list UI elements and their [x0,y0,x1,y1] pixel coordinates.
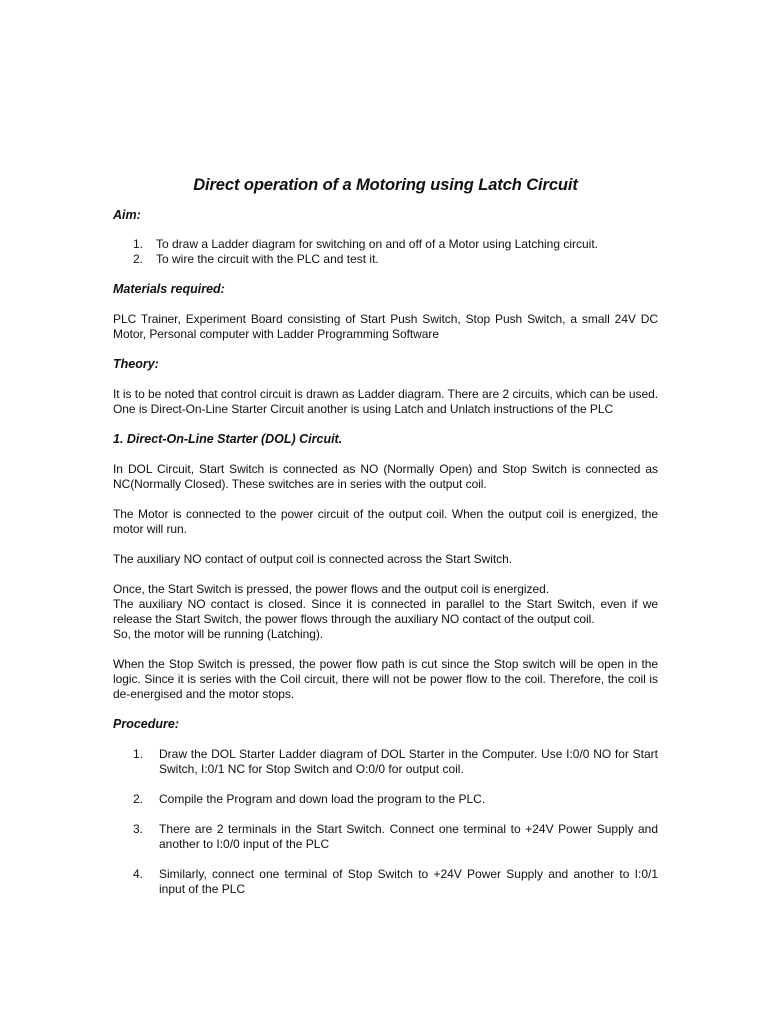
procedure-item-text: Compile the Program and down load the program to the PLC. [159,792,486,806]
aim-heading: Aim: [113,208,141,222]
procedure-item-number: 4. [133,867,144,881]
materials-heading: Materials required: [113,282,225,296]
procedure-item-text: Similarly, connect one terminal of Stop Switch to +24V Power Supply and another to I:0/1 input of the PLC [159,867,658,896]
procedure-heading: Procedure: [113,717,179,731]
aim-item-1 [113,237,658,252]
procedure-item-text: There are 2 terminals in the Start Switch. Connect one terminal to +24V Power Supply and another to I:0/0 input of the PLC [159,822,658,851]
procedure-item-4 [113,867,658,897]
procedure-item-number: 2. [133,792,144,806]
procedure-item-3 [113,822,658,852]
document-content [113,176,658,912]
procedure-item-2 [113,792,658,807]
document-title: Direct operation of a Motoring using Latch Circuit [193,176,578,194]
theory-paragraph-4c: So, the motor will be running (Latching). [113,627,324,641]
aim-item-2 [113,252,658,267]
aim-item-text: To wire the circuit with the PLC and test it. [156,252,379,266]
theory-paragraph-4a: Once, the Start Switch is pressed, the power flows and the output coil is energized. [113,582,550,596]
aim-item-text: To draw a Ladder diagram for switching on and off of a Motor using Latching circuit. [156,237,599,251]
procedure-list [113,747,658,897]
procedure-item-number: 1. [133,747,144,761]
theory-paragraph-1: In DOL Circuit, Start Switch is connected as NO (Normally Open) and Stop Switch is connected as NC(Normally Closed). These switches are in series with the output coil. [113,462,658,491]
theory-paragraph-4b: The auxiliary NO contact is closed. Since it is connected in parallel to the Start Switch, even if we release the Start Switch, the power flows through the auxiliary NO contact of the output coil. [113,597,658,626]
theory-intro: It is to be noted that control circuit is drawn as Ladder diagram. There are 2 circuits, which can be used. One is Direct-On-Line Starter Circuit another is using Latch and Unlatch instructions of the PLC [113,387,658,416]
theory-paragraph-5: When the Stop Switch is pressed, the power flow path is cut since the Stop switch will be open in the logic. Since it is series with the Coil circuit, there will not be power flow to the coil. Therefore, the coil is de-energised and the motor stops. [113,657,658,701]
dol-heading: 1. Direct-On-Line Starter (DOL) Circuit. [113,432,343,446]
procedure-item-number: 3. [133,822,144,836]
aim-item-number: 1. [133,237,144,251]
materials-text: PLC Trainer, Experiment Board consisting of Start Push Switch, Stop Push Switch, a small 24V DC Motor, Personal computer with Ladder Programming Software [113,312,658,341]
procedure-item-text: Draw the DOL Starter Ladder diagram of DOL Starter in the Computer. Use I:0/0 NO for Start Switch, I:0/1 NC for Stop Switch and O:0/0 for output coil. [159,747,658,776]
aim-item-number: 2. [133,252,144,266]
aim-list [113,237,658,267]
procedure-item-1 [113,747,658,777]
theory-paragraph-2: The Motor is connected to the power circuit of the output coil. When the output coil is energized, the motor will run. [113,507,658,536]
theory-paragraph-3: The auxiliary NO contact of output coil is connected across the Start Switch. [113,552,513,566]
theory-heading: Theory: [113,357,159,371]
